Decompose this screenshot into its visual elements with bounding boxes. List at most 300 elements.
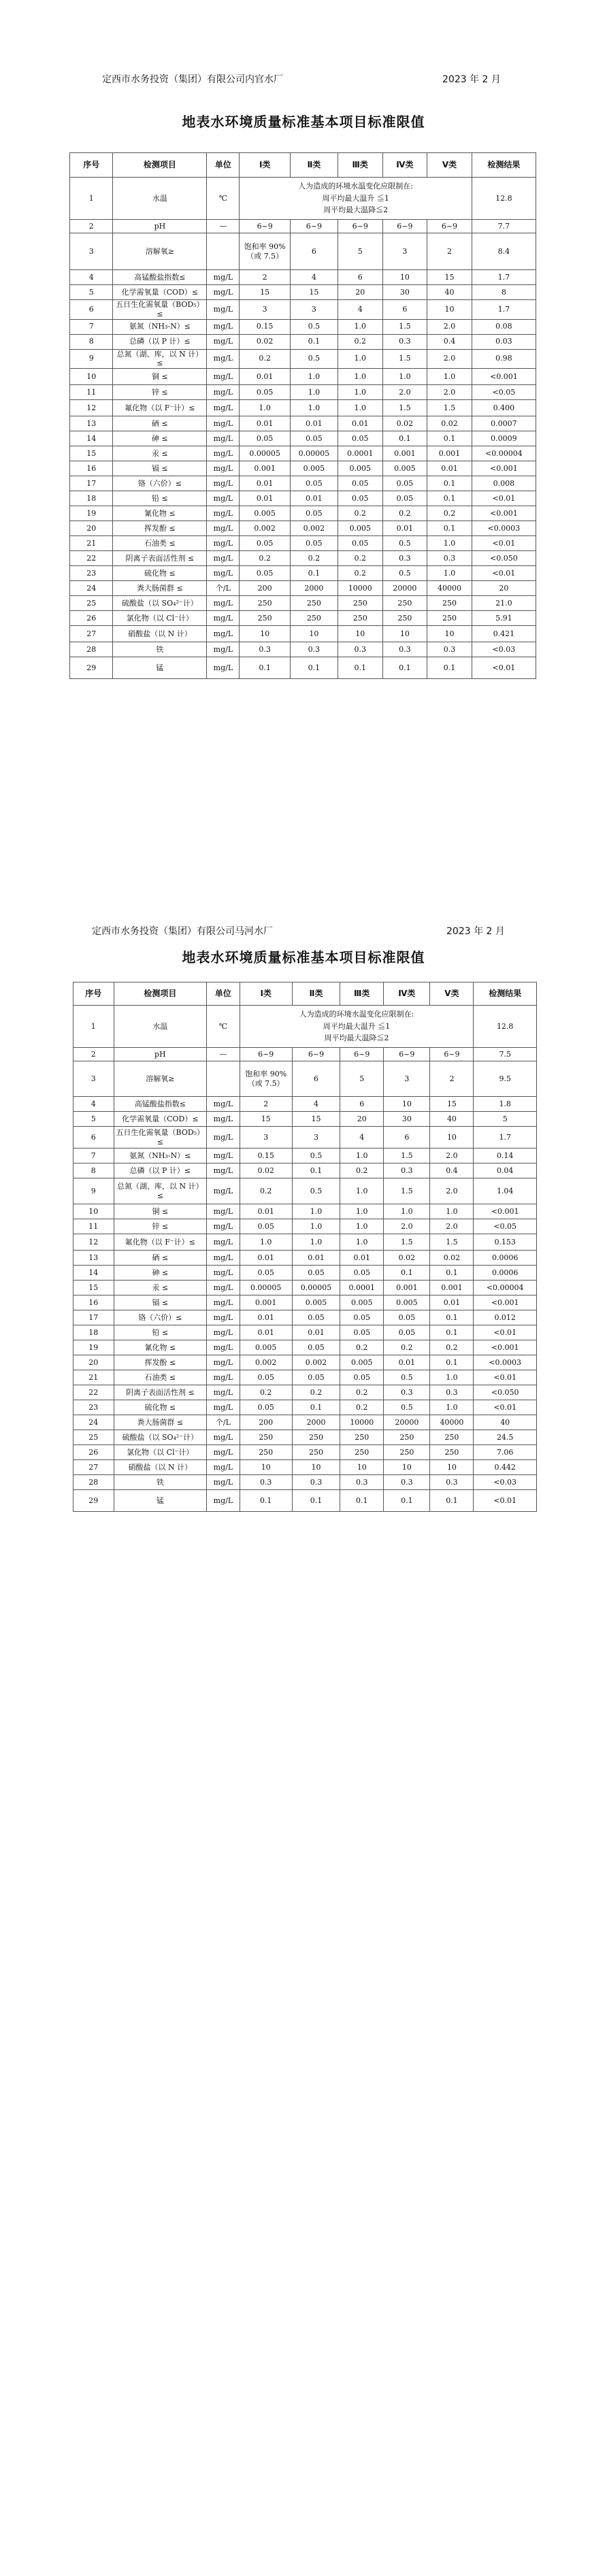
- table-cell: 1.0: [340, 1178, 384, 1204]
- table-cell: 0.00005: [240, 1281, 292, 1295]
- table-cell: 0.1: [382, 657, 427, 679]
- table-cell: mg/L: [207, 596, 240, 611]
- table-cell: 0.01: [240, 476, 290, 491]
- table-cell: mg/L: [207, 1234, 240, 1251]
- table-cell: 1.0: [430, 1400, 474, 1415]
- table-cell: 0.02: [427, 416, 472, 431]
- table-cell: 6: [70, 300, 113, 320]
- table-cell: ℃: [207, 178, 240, 220]
- table-cell: 16: [70, 461, 113, 476]
- table-cell: mg/L: [207, 1460, 240, 1475]
- table-cell: 1.0: [290, 385, 338, 400]
- table-cell: 30: [384, 1112, 430, 1127]
- item-name-cell: 铅 ≤: [114, 1325, 207, 1340]
- table-cell: 1.5: [427, 400, 472, 416]
- table-cell: mg/L: [207, 611, 240, 626]
- table-cell: 个/L: [207, 1415, 240, 1430]
- table-cell: 0.2: [382, 506, 427, 521]
- table-cell: 19: [73, 1340, 114, 1355]
- table-cell: 200: [240, 1415, 292, 1430]
- table-cell: 0.01: [240, 491, 290, 506]
- table-cell: 0.05: [290, 476, 338, 491]
- table-cell: 10: [430, 1127, 474, 1149]
- item-name-cell: 阴离子表面活性剂 ≤: [113, 551, 207, 566]
- table-cell: 0.3: [384, 1163, 430, 1178]
- table-cell: 0.1: [240, 657, 290, 679]
- table-row: [73, 1266, 537, 1281]
- table-cell: 30: [382, 285, 427, 300]
- table-cell: 6~9: [340, 1048, 384, 1061]
- table-row: [73, 1430, 537, 1445]
- table-cell: 2000: [290, 581, 338, 596]
- table-cell: 0.005: [340, 1355, 384, 1370]
- table-cell: 19: [70, 506, 113, 521]
- table-cell: 3: [240, 300, 290, 320]
- item-name-cell: 硫化物 ≤: [113, 566, 207, 581]
- table-cell: 0.3: [384, 1385, 430, 1400]
- table-cell: 个/L: [207, 581, 240, 596]
- table-cell: 10: [382, 270, 427, 285]
- table-cell: 0.005: [340, 1295, 384, 1310]
- item-name-cell: 硫化物 ≤: [114, 1400, 207, 1415]
- table-cell: 21: [73, 1370, 114, 1385]
- table-cell: 1.0: [340, 1234, 384, 1251]
- table-cell: 8: [73, 1163, 114, 1178]
- table-cell: mg/L: [207, 369, 240, 385]
- table-cell: 20000: [382, 581, 427, 596]
- table-cell: 6~9: [290, 220, 338, 233]
- table-cell: 6: [73, 1127, 114, 1149]
- table-cell: 0.002: [290, 521, 338, 536]
- table-cell: 10: [292, 1460, 340, 1475]
- table-cell: mg/L: [207, 1325, 240, 1340]
- table-cell: 0.05: [240, 431, 290, 446]
- table-cell: mg/L: [207, 1251, 240, 1266]
- table-cell: 0.1: [290, 657, 338, 679]
- standard-table: [73, 982, 537, 1512]
- table-cell: 7: [70, 319, 113, 334]
- item-name-cell: 氰化物 ≤: [114, 1340, 207, 1355]
- table-row: [73, 1127, 537, 1149]
- table-cell: 250: [240, 611, 290, 626]
- column-header: Ⅴ类: [427, 153, 472, 178]
- table-cell: 0.2: [290, 551, 338, 566]
- table-cell: mg/L: [207, 285, 240, 300]
- table-cell: mg/L: [207, 400, 240, 416]
- result-cell: 7.5: [474, 1048, 537, 1061]
- table-cell: mg/L: [207, 521, 240, 536]
- table-cell: mg/L: [207, 319, 240, 334]
- table-cell: 0.01: [430, 1295, 474, 1310]
- item-name-cell: 粪大肠菌群 ≤: [114, 1415, 207, 1430]
- result-cell: <0.001: [474, 1340, 537, 1355]
- table-cell: 250: [240, 1430, 292, 1445]
- table-cell: 1.0: [290, 400, 338, 416]
- table-cell: 5: [340, 1061, 384, 1097]
- table-cell: mg/L: [207, 1490, 240, 1512]
- table-cell: 0.5: [384, 1400, 430, 1415]
- item-name-cell: 硒 ≤: [114, 1251, 207, 1266]
- table-cell: mg/L: [207, 566, 240, 581]
- table-cell: 14: [70, 431, 113, 446]
- table-cell: 40000: [427, 581, 472, 596]
- table-cell: 10: [240, 1460, 292, 1475]
- column-header: 序号: [73, 982, 114, 1006]
- table-cell: mg/L: [207, 1097, 240, 1112]
- table-cell: mg/L: [207, 491, 240, 506]
- column-header: Ⅳ类: [384, 982, 430, 1006]
- table-cell: 9: [70, 349, 113, 369]
- table-cell: 15: [73, 1281, 114, 1295]
- table-cell: 1.0: [338, 319, 382, 334]
- table-cell: 5: [70, 285, 113, 300]
- column-header: Ⅳ类: [382, 153, 427, 178]
- table-cell: 0.05: [340, 1370, 384, 1385]
- table-cell: —: [207, 220, 240, 233]
- item-name-cell: 铁: [114, 1475, 207, 1490]
- item-name-cell: 阴离子表面活性剂 ≤: [114, 1385, 207, 1400]
- table-cell: 250: [292, 1445, 340, 1460]
- table-cell: 0.005: [240, 506, 290, 521]
- table-cell: mg/L: [207, 1204, 240, 1219]
- table-cell: 0.3: [382, 642, 427, 657]
- table-cell: 饱和率 90%（或 7.5）: [240, 233, 290, 270]
- table-cell: 4: [338, 300, 382, 320]
- item-name-cell: 锰: [113, 657, 207, 679]
- temperature-note-line: 人为造成的环境水温变化应限制在:: [299, 1010, 414, 1019]
- column-header: 检测项目: [114, 982, 207, 1006]
- table-cell: 2.0: [427, 385, 472, 400]
- column-header: Ⅴ类: [430, 982, 474, 1006]
- table-cell: 0.05: [382, 476, 427, 491]
- table-cell: 20: [338, 285, 382, 300]
- table-cell: 9: [73, 1178, 114, 1204]
- table-cell: 0.001: [430, 1281, 474, 1295]
- table-cell: 250: [290, 596, 338, 611]
- item-name-cell: 化学需氧量（COD）≤: [114, 1112, 207, 1127]
- table-cell: 0.01: [240, 1251, 292, 1266]
- table-cell: 0.2: [384, 1340, 430, 1355]
- table-cell: 0.2: [292, 1385, 340, 1400]
- result-cell: 0.03: [472, 334, 536, 349]
- table-cell: 0.05: [290, 536, 338, 551]
- table-cell: 6: [292, 1061, 340, 1097]
- result-cell: <0.01: [472, 657, 536, 679]
- table-cell: 0.05: [338, 491, 382, 506]
- item-name-cell: 五日生化需氧量（BOD₅）≤: [114, 1127, 207, 1149]
- table-cell: 0.05: [292, 1266, 340, 1281]
- item-name-cell: 氯化物（以 Cl⁻计）: [113, 611, 207, 626]
- result-cell: <0.05: [472, 385, 536, 400]
- table-cell: 13: [73, 1251, 114, 1266]
- table-cell: 0.3: [292, 1475, 340, 1490]
- table-cell: 0.2: [338, 551, 382, 566]
- item-name-cell: 铬（六价）≤: [113, 476, 207, 491]
- table-cell: 2.0: [382, 385, 427, 400]
- item-name-cell: 总磷（以 P 计）≤: [113, 334, 207, 349]
- table-cell: 0.01: [240, 1325, 292, 1340]
- table-row: [73, 1061, 537, 1097]
- item-name-cell: 粪大肠菌群 ≤: [113, 581, 207, 596]
- table-row: [73, 1445, 537, 1460]
- table-cell: 0.0001: [338, 446, 382, 461]
- table-cell: mg/L: [207, 1178, 240, 1204]
- table-cell: 0.05: [240, 536, 290, 551]
- column-header: 检测项目: [113, 153, 207, 178]
- table-row: [73, 1400, 537, 1415]
- table-cell: 0.2: [338, 566, 382, 581]
- result-cell: 12.8: [472, 178, 536, 220]
- table-cell: 0.2: [340, 1163, 384, 1178]
- table-cell: 0.1: [340, 1490, 384, 1512]
- table-cell: 10: [430, 1460, 474, 1475]
- result-cell: 12.8: [474, 1006, 537, 1048]
- table-cell: 0.05: [240, 1370, 292, 1385]
- table-cell: 0.02: [240, 334, 290, 349]
- table-cell: 10: [290, 626, 338, 642]
- table-cell: 1.0: [384, 1204, 430, 1219]
- table-row: [73, 1340, 537, 1355]
- table-cell: 24: [70, 581, 113, 596]
- table-cell: 0.01: [290, 416, 338, 431]
- table-cell: 0.3: [427, 642, 472, 657]
- table-cell: 22: [73, 1385, 114, 1400]
- item-name-cell: 水温: [114, 1006, 207, 1048]
- table-cell: 24: [73, 1415, 114, 1430]
- result-cell: <0.0003: [472, 521, 536, 536]
- table-row: [73, 1460, 537, 1475]
- table-cell: mg/L: [207, 270, 240, 285]
- table-cell: 0.05: [382, 491, 427, 506]
- item-name-cell: 砷 ≤: [113, 431, 207, 446]
- item-name-cell: 高锰酸盐指数≤: [113, 270, 207, 285]
- table-cell: 4: [290, 270, 338, 285]
- result-cell: 7.7: [472, 220, 536, 233]
- table-cell: 25: [73, 1430, 114, 1445]
- table-cell: 10: [240, 626, 290, 642]
- table-cell: 0.1: [427, 491, 472, 506]
- table-cell: 0.2: [240, 349, 290, 369]
- table-cell: mg/L: [207, 1266, 240, 1281]
- table-cell: 10: [73, 1204, 114, 1219]
- table-cell: 8: [70, 334, 113, 349]
- table-cell: 0.01: [240, 1204, 292, 1219]
- table-cell: 0.02: [382, 416, 427, 431]
- result-cell: <0.001: [472, 461, 536, 476]
- table-cell: 0.1: [290, 566, 338, 581]
- table-cell: 15: [430, 1097, 474, 1112]
- table-cell: 250: [338, 596, 382, 611]
- table-cell: 6~9: [430, 1048, 474, 1061]
- table-cell: 0.2: [340, 1400, 384, 1415]
- table-cell: 0.05: [292, 1340, 340, 1355]
- table-cell: 1.0: [240, 1234, 292, 1251]
- table-cell: 0.005: [338, 521, 382, 536]
- result-cell: 0.400: [472, 400, 536, 416]
- table-cell: 0.2: [240, 1385, 292, 1400]
- result-cell: 1.8: [474, 1097, 537, 1112]
- table-cell: 6~9: [382, 220, 427, 233]
- table-cell: mg/L: [207, 334, 240, 349]
- table-cell: 0.3: [382, 334, 427, 349]
- company-name: 定西市水务投资（集团）有限公司马河水厂: [92, 926, 273, 937]
- table-cell: mg/L: [207, 1385, 240, 1400]
- table-cell: 3: [384, 1061, 430, 1097]
- item-name-cell: 锰: [114, 1490, 207, 1512]
- table-cell: 1.0: [240, 400, 290, 416]
- table-cell: 0.1: [430, 1266, 474, 1281]
- result-cell: 0.0009: [472, 431, 536, 446]
- table-cell: 0.05: [338, 536, 382, 551]
- table-cell: mg/L: [207, 416, 240, 431]
- table-cell: 250: [292, 1430, 340, 1445]
- table-cell: 0.2: [340, 1385, 384, 1400]
- table-cell: 0.1: [292, 1490, 340, 1512]
- table-cell: 6~9: [240, 1048, 292, 1061]
- table-cell: 0.3: [427, 551, 472, 566]
- table-cell: 0.05: [338, 476, 382, 491]
- table-cell: 0.001: [240, 461, 290, 476]
- table-cell: 0.5: [382, 536, 427, 551]
- table-cell: 2.0: [384, 1219, 430, 1234]
- table-cell: 15: [292, 1112, 340, 1127]
- result-cell: 0.0007: [472, 416, 536, 431]
- result-cell: 0.98: [472, 349, 536, 369]
- table-cell: 40: [430, 1112, 474, 1127]
- table-cell: mg/L: [207, 1475, 240, 1490]
- table-cell: 0.1: [430, 1355, 474, 1370]
- result-cell: <0.001: [472, 506, 536, 521]
- table-row: [73, 1163, 537, 1178]
- table-cell: 22: [70, 551, 113, 566]
- table-cell: 0.1: [292, 1163, 340, 1178]
- table-cell: 1.0: [340, 1149, 384, 1163]
- table-cell: 15: [427, 270, 472, 285]
- table-row: [73, 1251, 537, 1266]
- table-cell: mg/L: [207, 506, 240, 521]
- result-cell: <0.05: [474, 1219, 537, 1234]
- table-cell: 1: [70, 178, 113, 220]
- table-cell: 1.5: [382, 400, 427, 416]
- table-cell: 0.2: [338, 334, 382, 349]
- table-cell: 3: [292, 1127, 340, 1149]
- column-header: Ⅰ类: [240, 982, 292, 1006]
- table-cell: 6~9: [240, 220, 290, 233]
- table-cell: 1.5: [430, 1234, 474, 1251]
- table-cell: 15: [290, 285, 338, 300]
- table-cell: 0.01: [240, 416, 290, 431]
- column-header: 检测结果: [474, 982, 537, 1006]
- table-cell: 0.00005: [240, 446, 290, 461]
- table-cell: 17: [70, 476, 113, 491]
- result-cell: 20: [472, 581, 536, 596]
- table-cell: 1.0: [340, 1219, 384, 1234]
- table-cell: 0.1: [240, 1490, 292, 1512]
- table-cell: 25: [70, 596, 113, 611]
- table-cell: mg/L: [207, 461, 240, 476]
- table-cell: 250: [382, 611, 427, 626]
- table-cell: 0.5: [382, 566, 427, 581]
- table-cell: 250: [240, 596, 290, 611]
- table-cell: 6: [340, 1097, 384, 1112]
- item-name-cell: 硝酸盐（以 N 计）: [113, 626, 207, 642]
- result-cell: <0.01: [472, 491, 536, 506]
- table-cell: 4: [292, 1097, 340, 1112]
- table-cell: mg/L: [207, 626, 240, 642]
- table-cell: 1.0: [292, 1234, 340, 1251]
- table-cell: 0.00005: [292, 1281, 340, 1295]
- table-cell: 0.05: [240, 1266, 292, 1281]
- table-cell: 0.05: [240, 566, 290, 581]
- page-title: 地表水环境质量标准基本项目标准限值: [182, 949, 425, 965]
- table-cell: 0.002: [240, 521, 290, 536]
- result-cell: <0.001: [472, 369, 536, 385]
- table-row: [73, 1370, 537, 1385]
- table-cell: 0.05: [292, 1310, 340, 1325]
- table-cell: 0.3: [384, 1475, 430, 1490]
- item-name-cell: 硝酸盐（以 N 计）: [114, 1460, 207, 1475]
- table-cell: 0.3: [340, 1475, 384, 1490]
- table-cell: 250: [290, 611, 338, 626]
- table-cell: 10: [384, 1097, 430, 1112]
- item-name-cell: 铅 ≤: [113, 491, 207, 506]
- result-cell: 8: [472, 285, 536, 300]
- item-name-cell: 锌 ≤: [114, 1219, 207, 1234]
- result-cell: <0.00004: [474, 1281, 537, 1295]
- result-cell: 24.5: [474, 1430, 537, 1445]
- item-name-cell: 铜 ≤: [113, 369, 207, 385]
- table-cell: 6~9: [384, 1048, 430, 1061]
- table-cell: 0.1: [338, 657, 382, 679]
- table-cell: 10000: [338, 581, 382, 596]
- result-cell: 0.442: [474, 1460, 537, 1475]
- table-cell: 23: [73, 1400, 114, 1415]
- result-cell: 0.04: [474, 1163, 537, 1178]
- table-row: [73, 1415, 537, 1430]
- table-cell: 40000: [430, 1415, 474, 1430]
- table-cell: 26: [70, 611, 113, 626]
- table-cell: 0.3: [430, 1385, 474, 1400]
- item-name-cell: 镉 ≤: [113, 461, 207, 476]
- result-cell: <0.0003: [474, 1355, 537, 1370]
- table-cell: 0.01: [292, 1325, 340, 1340]
- table-cell: 5: [73, 1112, 114, 1127]
- table-cell: mg/L: [207, 349, 240, 369]
- table-cell: 0.001: [384, 1281, 430, 1295]
- table-cell: 0.2: [240, 551, 290, 566]
- table-cell: 250: [430, 1445, 474, 1460]
- table-cell: 2.0: [430, 1178, 474, 1204]
- table-cell: 1.5: [382, 349, 427, 369]
- table-cell: 16: [73, 1295, 114, 1310]
- table-cell: 0.5: [292, 1178, 340, 1204]
- item-name-cell: 溶解氧≥: [114, 1061, 207, 1097]
- table-cell: 0.005: [290, 461, 338, 476]
- table-cell: 0.2: [240, 1178, 292, 1204]
- table-cell: mg/L: [207, 476, 240, 491]
- table-cell: 0.1: [382, 431, 427, 446]
- table-cell: 1.0: [382, 369, 427, 385]
- result-cell: 7.06: [474, 1445, 537, 1460]
- table-cell: 7: [73, 1149, 114, 1163]
- result-cell: <0.001: [474, 1204, 537, 1219]
- table-cell: 0.1: [430, 1325, 474, 1340]
- result-cell: <0.001: [474, 1295, 537, 1310]
- table-cell: 1.5: [384, 1178, 430, 1204]
- table-cell: 2: [73, 1048, 114, 1061]
- table-cell: 饱和率 90%（或 7.5）: [240, 1061, 292, 1097]
- table-cell: 1.0: [427, 536, 472, 551]
